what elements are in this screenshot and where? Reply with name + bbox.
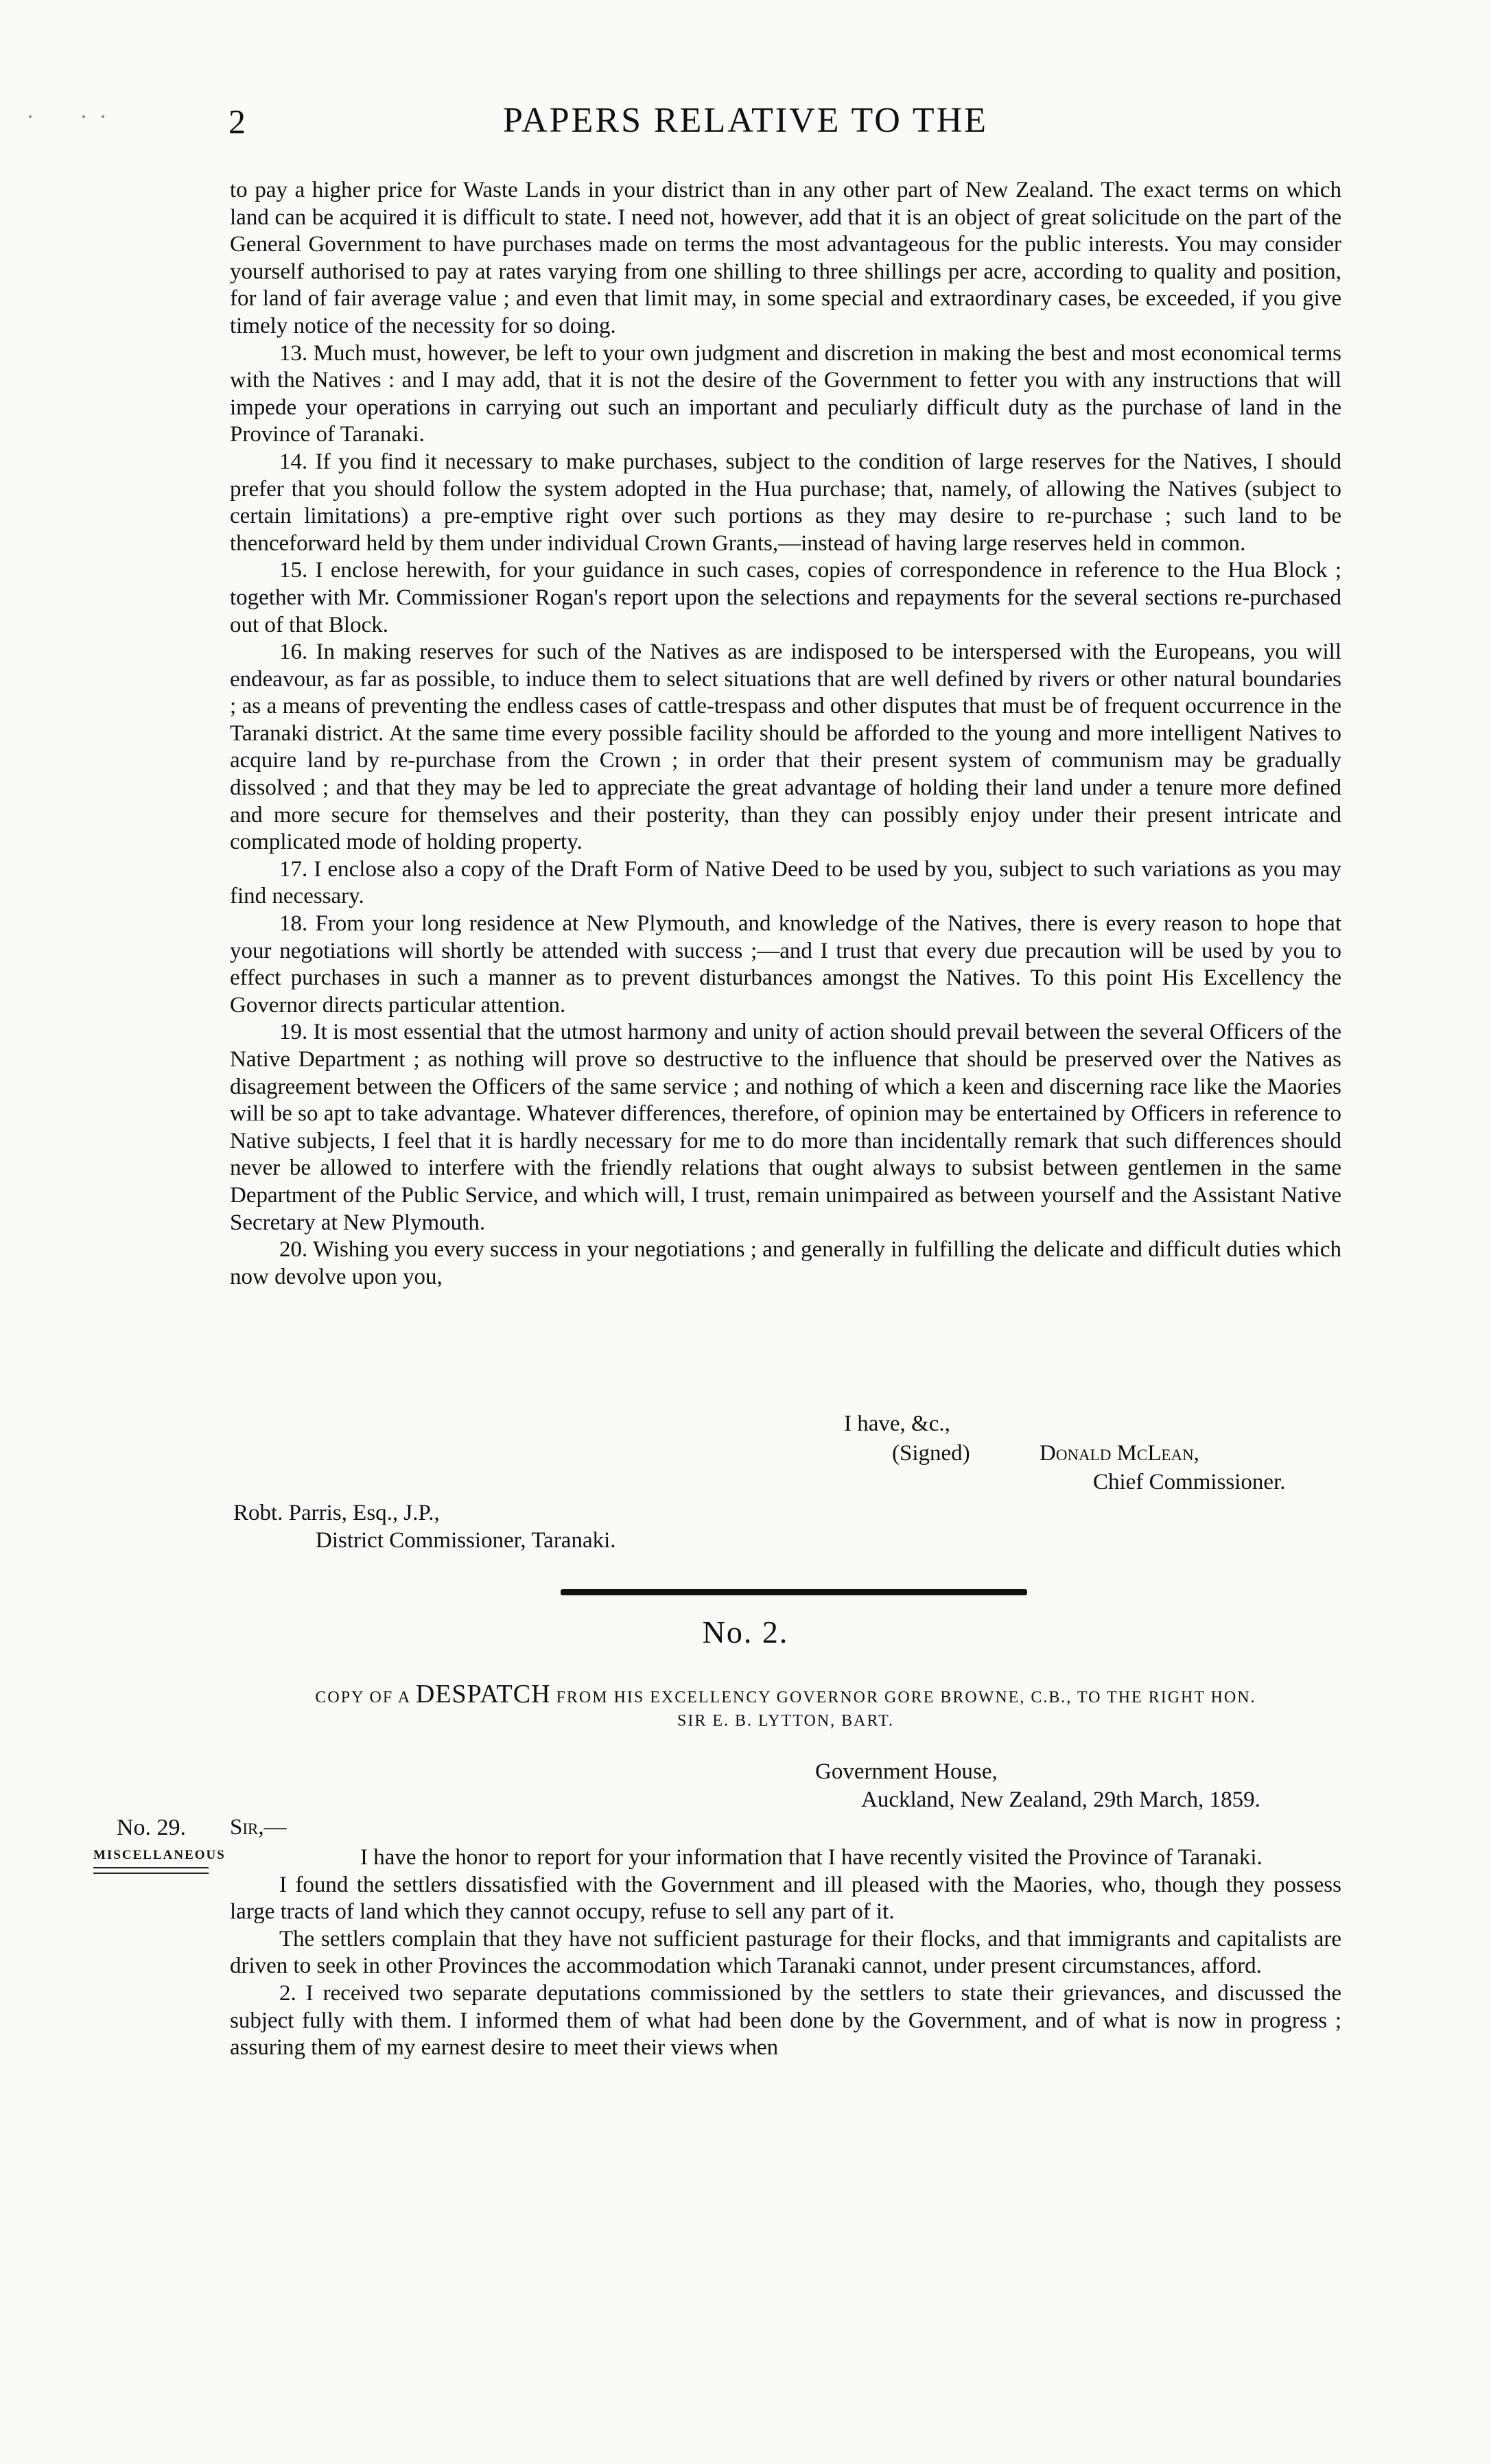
- margin-rule: [93, 1873, 209, 1874]
- paragraph: 17. I enclose also a copy of the Draft Form of Native Deed to be used by you, subject to such variations as you may find necessary.: [230, 856, 1341, 909]
- despatch-body: [230, 1844, 1341, 2062]
- heading-line2: SIR E. B. LYTTON, BART.: [677, 1712, 894, 1730]
- paragraph: 14. If you find it necessary to make purchases, subject to the condition of large reserves for the Natives, I should prefer that you should follow the system adopted in the Hua purchase; that, namely, of allowing the Natives (subject to certain limitations) a pre-emptive right over such portions as they may desire to re-purchase ; such land to be thenceforward held by them under individual Crown Grants,—instead of having large reserves held in common.: [230, 449, 1341, 556]
- paragraph: 16. In making reserves for such of the Natives as are indisposed to be interspersed with the Europeans, you will endeavour, as far as possible, to induce them to select situations that are well defined by rivers or other natural boundaries ; as a means of preventing the endless cases of cattle-trespass and other disputes that must be of frequent occurrence in the Taranaki district. At the same time every possible facility should be afforded to the young and more intelligent Natives to acquire land by re-purchase from the Crown ; in order that their present system of communism may be gradually dissolved ; and that they may be led to appreciate the great advantage of holding their land under a tenure more defined and more secure for themselves and their posterity, than they can possibly enjoy under their present intricate and complicated mode of holding property.: [230, 640, 1341, 855]
- margin-number: No. 29.: [117, 1815, 187, 1840]
- letter-body: [230, 177, 1341, 1291]
- addressee-line: District Commissioner, Taranaki.: [316, 1528, 616, 1553]
- date-line: Auckland, New Zealand, 29th March, 1859.: [861, 1787, 1260, 1812]
- paragraph: I found the settlers dissatisfied with the Government and ill pleased with the Maories, who, though they possess large tracts of land which they cannot occupy, refuse to sell any part of it.: [230, 1872, 1341, 1925]
- paragraph: 18. From your long residence at New Plymouth, and knowledge of the Natives, there is every reason to hope that your negotiations will shortly be attended with success ;—and I trust that every due precaution will be used by you to effect purchases in such a manner as to prevent disturbances amongst the Natives. To this point His Excellency the Governor directs particular attention.: [230, 911, 1341, 1018]
- salutation: Sir,—: [230, 1815, 287, 1840]
- signatory-title: Chief Commissioner.: [1093, 1470, 1286, 1494]
- signatory-name: Donald McLean,: [1040, 1441, 1199, 1466]
- document-number: No. 2.: [702, 1615, 789, 1650]
- margin-rule: [93, 1867, 209, 1868]
- place-line: Government House,: [815, 1759, 998, 1784]
- heading-pre: COPY OF A: [315, 1689, 410, 1706]
- heading-post: FROM HIS EXCELLENCY GOVERNOR GORE BROWNE, C.B., TO THE RIGHT HON.: [556, 1689, 1256, 1706]
- closing: I have, &c.,: [844, 1411, 950, 1436]
- despatch-heading: [230, 1682, 1341, 1733]
- signed-mark: (Signed): [892, 1441, 970, 1466]
- margin-category: MISCELLANEOUS: [93, 1848, 226, 1862]
- running-head: PAPERS RELATIVE TO THE: [503, 101, 988, 140]
- paragraph: 15. I enclose herewith, for your guidance in such cases, copies of correspondence in reference to the Hua Block ; together with Mr. Commissioner Rogan's report upon the selections and repayments for the several sections re-purchased out of that Block.: [230, 558, 1341, 637]
- page-number: 2: [228, 102, 246, 141]
- addressee-line: Robt. Parris, Esq., J.P.,: [233, 1501, 440, 1525]
- paragraph: 19. It is most essential that the utmost harmony and unity of action should prevail between the several Officers of the Native Department ; as nothing will prove so destructive to the influence that should be preserved over the Natives as disagreement between the Officers of the same service ; and nothing of which a keen and discerning race like the Maories will be so apt to take advantage. Whatever differences, therefore, of opinion may be entertained by Officers in reference to Native subjects, I feel that it is hardly necessary for me to do more than incidentally remark that such differences should never be allowed to interfere with the friendly relations that ought always to subsist between gentlemen in the same Department of the Public Service, and which will, I trust, remain unimpaired as between yourself and the Assistant Native Secretary at New Plymouth.: [230, 1020, 1341, 1235]
- paragraph: I have the honor to report for your information that I have recently visited the Province of Taranaki.: [360, 1845, 1263, 1870]
- heading-main: DESPATCH: [415, 1680, 551, 1709]
- paragraph: to pay a higher price for Waste Lands in your district than in any other part of New Zealand. The exact terms on which land can be acquired it is difficult to state. I need not, however, add that it is an object of great solicitude on the part of the General Government to have purchases made on terms the most advantageous for the public interests. You may consider yourself authorised to pay at rates varying from one shilling to three shillings per acre, according to quality and position, for land of fair average value ; and even that limit may, in some special and extraordinary cases, be exceeded, if you give timely notice of the necessity for so doing.: [230, 178, 1341, 338]
- paragraph: 13. Much must, however, be left to your own judgment and discretion in making the best and most economical terms with the Natives : and I may add, that it is not the desire of the Government to fetter you with any instructions that will impede your operations in carrying out such an important and peculiarly difficult duty as the purchase of land in the Province of Taranaki.: [230, 340, 1341, 447]
- paragraph: The settlers complain that they have not sufficient pasturage for their flocks, and that immigrants and capitalists are driven to seek in other Provinces the accommodation which Taranaki cannot, under present circumstances, afford.: [230, 1926, 1341, 1979]
- paragraph: 20. Wishing you every success in your negotiations ; and generally in fulfilling the delicate and difficult duties which now devolve upon you,: [230, 1237, 1341, 1289]
- section-divider: [561, 1589, 1027, 1595]
- paragraph: 2. I received two separate deputations commissioned by the settlers to state their grievances, and discussed the subject fully with them. I informed them of what had been done by the Government, and of what is now in progress ; assuring them of my earnest desire to meet their views when: [230, 1980, 1341, 2061]
